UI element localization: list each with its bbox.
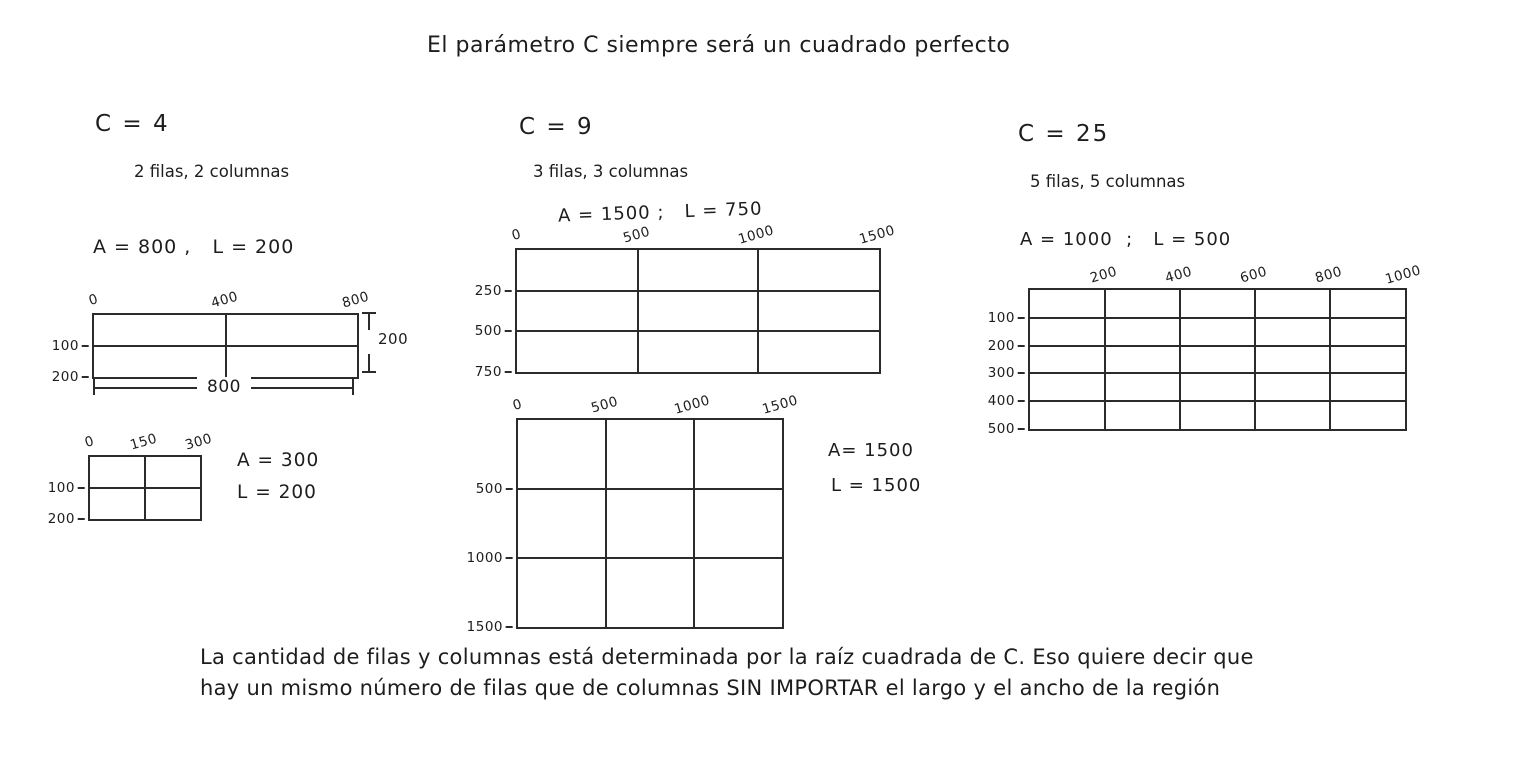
c4-small-grid xyxy=(47,430,214,527)
c25-params-label: A = 1000 ; L = 500 xyxy=(1020,229,1232,250)
grid-line-vertical xyxy=(1254,290,1256,429)
x-tick-label: 300 xyxy=(183,430,214,454)
grid-line-horizontal xyxy=(518,488,782,490)
c25-value-label: C = 25 xyxy=(1018,121,1110,147)
c4-value-label: C = 4 xyxy=(95,111,170,137)
grid-line-vertical xyxy=(1104,290,1106,429)
grid-line-vertical xyxy=(757,250,759,372)
grid-line-horizontal xyxy=(94,345,357,347)
y-tick-label: 400 xyxy=(988,393,1025,409)
x-tick-label: 400 xyxy=(208,288,240,312)
y-tick-label: 300 xyxy=(988,365,1025,381)
y-tick-label: 1500 xyxy=(467,619,513,635)
c4-small-grid-area-label: A = 300 xyxy=(237,450,320,471)
note-line-2: hay un mismo número de filas que de columnas SIN IMPORTAR el largo y el ancho de la región xyxy=(200,676,1221,700)
grid-line-horizontal xyxy=(518,557,782,559)
x-tick-label: 800 xyxy=(340,288,371,312)
page-title: El parámetro C siempre será un cuadrado perfecto xyxy=(427,33,1011,58)
c9-wide-grid xyxy=(474,222,897,380)
y-tick-label: 500 xyxy=(476,481,513,497)
grid-line-vertical xyxy=(605,420,607,627)
y-tick-label: 200 xyxy=(48,511,85,527)
c4-main-grid xyxy=(51,288,371,385)
grid-line-horizontal xyxy=(1030,400,1405,402)
y-tick-label: 250 xyxy=(475,283,512,299)
c9-rows-cols-label: 3 filas, 3 columnas xyxy=(533,162,689,181)
x-tick-label: 500 xyxy=(620,223,652,247)
dimension-line xyxy=(362,371,376,373)
x-tick-label: 1500 xyxy=(760,392,800,418)
c9-square-grid xyxy=(466,392,800,635)
grid-line-vertical xyxy=(693,420,695,627)
y-tick-label: 100 xyxy=(988,310,1025,326)
c9-square-grid-length-label: L = 1500 xyxy=(831,475,922,496)
y-tick-label: 100 xyxy=(48,480,85,496)
x-tick-label: 0 xyxy=(82,433,97,451)
x-tick-label: 1000 xyxy=(736,222,777,248)
dimension-line xyxy=(368,314,370,330)
grid-line-horizontal xyxy=(1030,317,1405,319)
grid-line-horizontal xyxy=(1030,372,1405,374)
x-tick-label: 400 xyxy=(1163,263,1194,287)
x-tick-label: 0 xyxy=(510,396,525,414)
x-tick-label: 800 xyxy=(1313,263,1344,287)
note-line-1: La cantidad de filas y columnas está determinada por la raíz cuadrada de C. Eso quiere decir que xyxy=(200,645,1254,669)
y-tick-label: 500 xyxy=(988,421,1025,437)
y-tick-label: 100 xyxy=(52,338,89,354)
y-tick-label: 1000 xyxy=(467,550,513,566)
grid-line-horizontal xyxy=(90,487,200,489)
y-tick-label: 200 xyxy=(52,369,89,385)
x-tick-label: 600 xyxy=(1238,263,1269,287)
x-tick-label: 0 xyxy=(509,226,524,244)
y-tick-label: 200 xyxy=(988,338,1025,354)
y-tick-label: 750 xyxy=(475,364,512,380)
c25-rows-cols-label: 5 filas, 5 columnas xyxy=(1030,172,1186,191)
x-tick-label: 1500 xyxy=(857,222,897,248)
x-tick-label: 150 xyxy=(128,430,159,454)
grid-line-vertical xyxy=(637,250,639,372)
c9-value-label: C = 9 xyxy=(519,114,594,140)
c4-width-dimension-label: 800 xyxy=(197,377,251,397)
grid-line-horizontal xyxy=(517,290,879,292)
y-tick-label: 500 xyxy=(475,323,512,339)
grid-line-horizontal xyxy=(1030,345,1405,347)
dimension-line xyxy=(368,354,370,371)
x-tick-label: 500 xyxy=(589,393,620,417)
grid-line-vertical xyxy=(1329,290,1331,429)
x-tick-label: 200 xyxy=(1088,263,1119,287)
x-tick-label: 0 xyxy=(86,291,101,309)
c4-small-grid-length-label: L = 200 xyxy=(237,482,317,503)
grid-line-horizontal xyxy=(517,330,879,332)
x-tick-label: 1000 xyxy=(672,392,712,418)
c9-params-label: A = 1500 ; L = 750 xyxy=(557,198,763,227)
grid-line-vertical xyxy=(1179,290,1181,429)
c25-grid xyxy=(987,262,1423,437)
c4-rows-cols-label: 2 filas, 2 columnas xyxy=(134,162,290,181)
c4-params-label: A = 800 , L = 200 xyxy=(93,236,295,258)
c9-square-grid-area-label: A= 1500 xyxy=(828,440,914,461)
x-tick-label: 1000 xyxy=(1383,262,1423,288)
c4-height-dimension-label: 200 xyxy=(378,330,409,348)
